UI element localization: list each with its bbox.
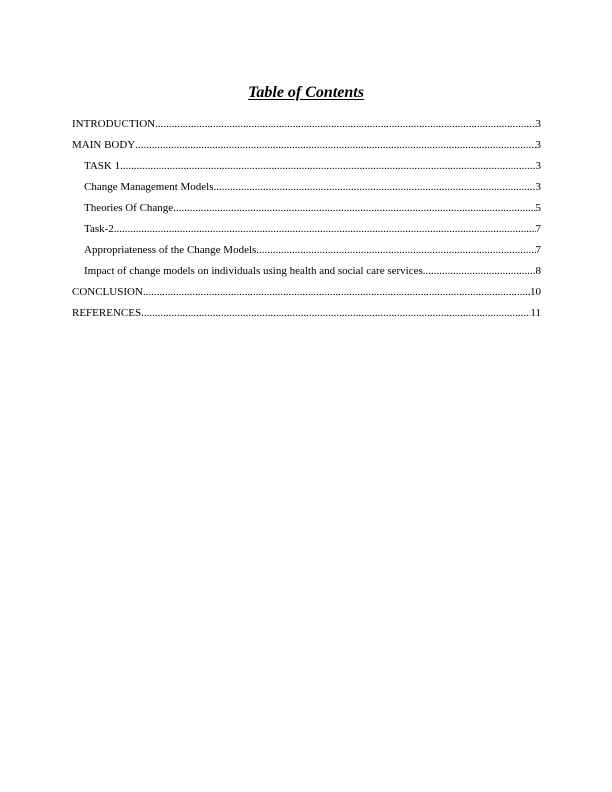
toc-dot-leader [256,242,535,258]
toc-entry-text: CONCLUSION [72,286,143,298]
toc-page-number: 7 [535,223,541,235]
toc-title: Table of Contents [248,84,364,101]
toc-dot-leader [120,158,535,174]
toc-page-number: 3 [535,181,541,193]
toc-page-number: 5 [535,202,541,214]
toc-dot-leader [114,221,536,237]
toc-dot-leader [135,137,535,153]
toc-entry-task-2[interactable] [72,221,541,242]
toc-page-number: 3 [535,118,541,130]
toc-entry-change-management-models[interactable] [72,179,541,200]
toc-entry-conclusion[interactable] [72,284,541,305]
toc-page-number: 10 [530,286,541,298]
toc-entry-text: REFERENCES [72,307,142,319]
toc-dot-leader [141,305,530,321]
toc-dot-leader [143,284,530,300]
toc-entry-text: Appropriateness of the Change Models [84,244,257,256]
toc-entry-text: Change Management Models [84,181,214,193]
toc-entry-text: INTRODUCTION [72,118,156,130]
toc-list [72,116,541,326]
toc-entry-appropriateness-of-change-models[interactable] [72,242,541,263]
toc-entry-text: Impact of change models on individuals using health and social care services [84,265,423,277]
toc-entry-text: MAIN BODY [72,139,136,151]
toc-page-number: 8 [535,265,541,277]
toc-entry-main-body[interactable] [72,137,541,158]
toc-page-number: 3 [535,160,541,172]
toc-page-number: 11 [530,307,541,319]
toc-dot-leader [214,179,536,195]
toc-entry-theories-of-change[interactable] [72,200,541,221]
toc-page-number: 3 [535,139,541,151]
toc-page-number: 7 [535,244,541,256]
toc-dot-leader [423,263,536,279]
toc-entry-text: TASK 1 [84,160,121,172]
toc-entry-references[interactable] [72,305,541,326]
toc-dot-leader [155,116,535,132]
toc-entry-text: Task-2 [84,223,114,235]
toc-entry-text: Theories Of Change [84,202,174,214]
toc-entry-introduction[interactable] [72,116,541,137]
toc-dot-leader [173,200,535,216]
toc-entry-impact-of-change-models[interactable] [72,263,541,284]
toc-entry-task-1[interactable] [72,158,541,179]
